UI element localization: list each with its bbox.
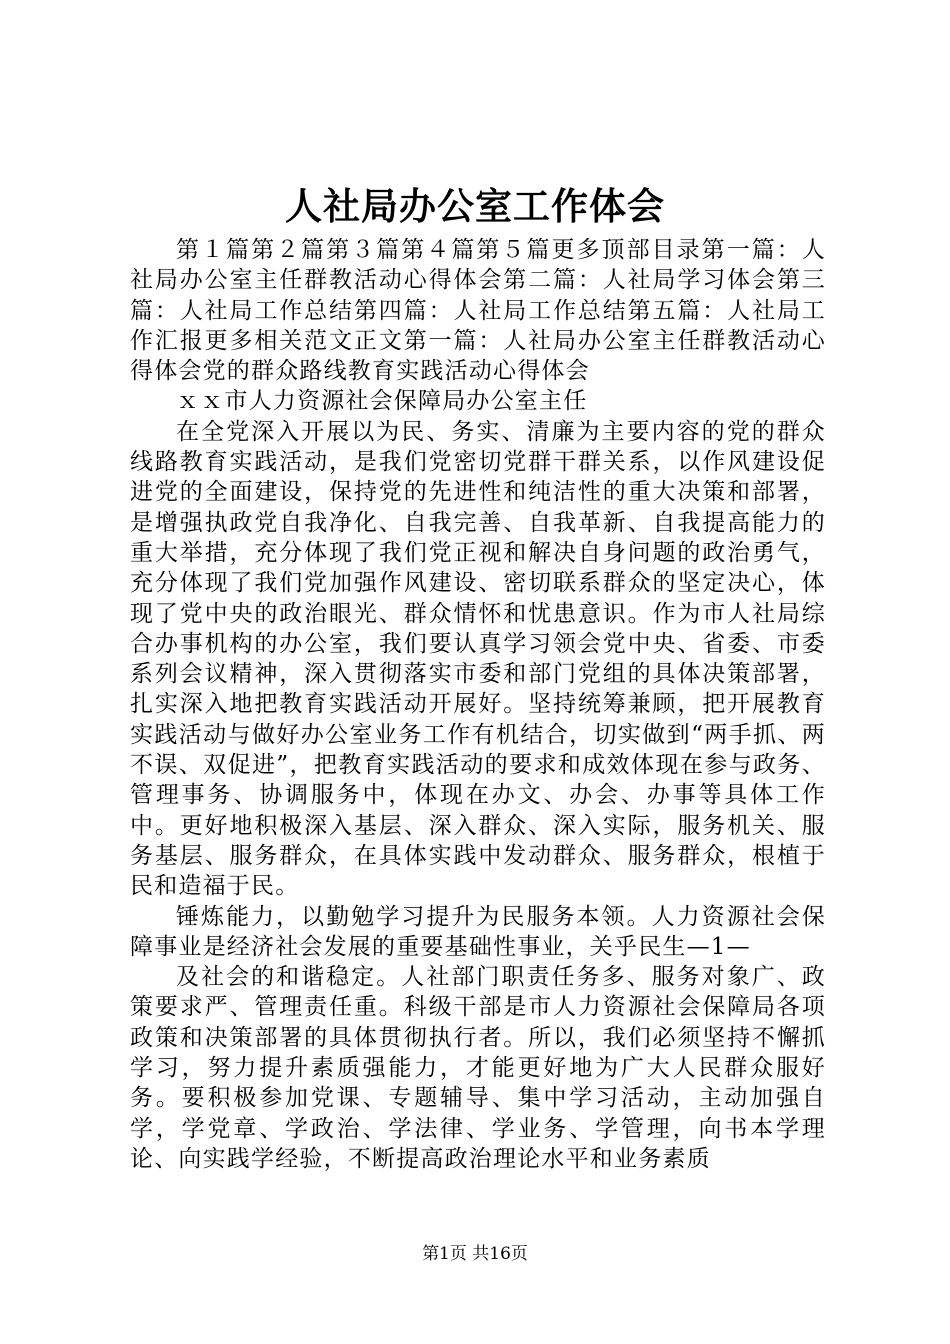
document-title: 人社局办公室工作体会 [285,184,665,228]
document-body [130,235,826,1174]
paragraph-body-1: 在全党深入开展以为民、务实、清廉为主要内容的党的群众线路教育实践活动，是我们党密切党群干群关系，以作风建设促进党的全面建设，保持党的先进性和纯洁性的重大决策和部署，是增强执政党自我净化、自我完善、自我革新、自我提高能力的重大举措，充分体现了我们党正视和解决自身问题的政治勇气，充分体现了我们党加强作风建设、密切联系群众的坚定决心，体现了党中央的政治眼光、群众情怀和忧患意识。作为市人社局综合办事机构的办公室，我们要认真学习领会党中央、省委、市委系列会议精神，深入贯彻落实市委和部门党组的具体决策部署，扎实深入地把教育实践活动开展好。坚持统筹兼顾，把开展教育实践活动与做好办公室业务工作有机结合，切实做到“两手抓、两不误、双促进”，把教育实践活动的要求和成效体现在参与政务、管理事务、协调服务中，体现在办文、办会、办事等具体工作中。更好地积极深入基层、深入群众、深入实际，服务机关、服务基层、服务群众，在具体实践中发动群众、服务群众，根植于民和造福于民。 [130,418,826,900]
paragraph-body-3: 及社会的和谐稳定。人社部门职责任务多、服务对象广、政策要求严、管理责任重。科级干部是市人力资源社会保障局各项政策和决策部署的具体贯彻执行者。所以，我们必须坚持不懈抓学习，努力提升素质强能力，才能更好地为广大人民群众服好务。要积极参加党课、专题辅导、集中学习活动，主动加强自学，学党章、学政治、学法律、学业务、学管理，向书本学理论、向实践学经验，不断提高政治理论水平和业务素质 [130,964,826,1172]
paragraph-author-line: ｘｘ市人力资源社会保障局办公室主任 [176,388,588,415]
page-number-footer: 第1页 共16页 [422,1244,528,1264]
paragraph-body-2: 锤炼能力，以勤勉学习提升为民服务本领。人力资源社会保障事业是经济社会发展的重要基础性事业，关乎民生—1— [130,903,826,960]
paragraph-table-of-contents: 第１篇第２篇第３篇第４篇第５篇更多顶部目录第一篇：人社局办公室主任群教活动心得体会第二篇：人社局学习体会第三篇：人社局工作总结第四篇：人社局工作总结第五篇：人社局工作汇报更多相关范文正文第一篇：人社局办公室主任群教活动心得体会党的群众路线教育实践活动心得体会 [130,237,826,385]
